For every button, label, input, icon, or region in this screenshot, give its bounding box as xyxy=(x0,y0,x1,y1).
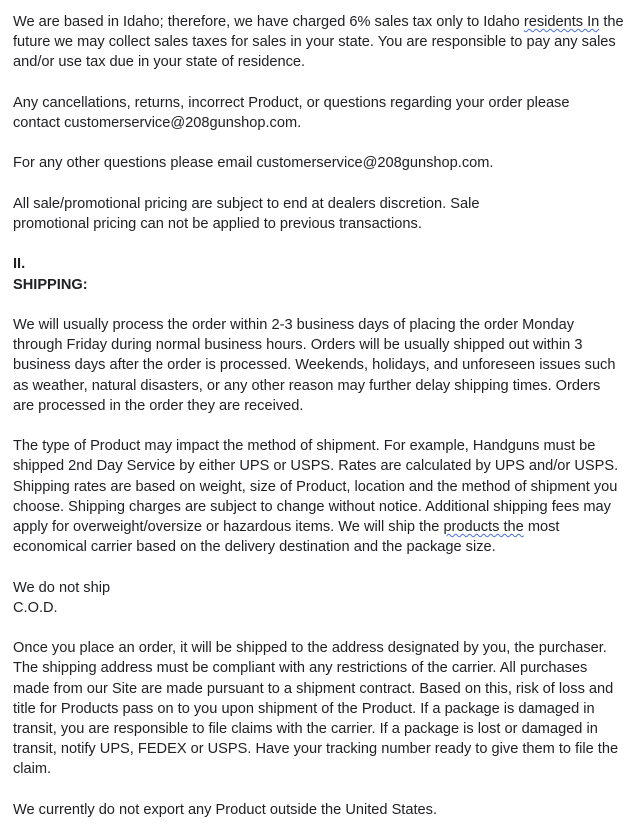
other-questions-paragraph: For any other questions please email customerservice@208gunshop.com. xyxy=(13,155,494,172)
export-paragraph: We currently do not export any Product outside the United States. xyxy=(13,801,437,818)
cod-paragraph: We do not ship C.O.D. xyxy=(13,579,111,616)
section-number: II. xyxy=(13,256,26,273)
cancellations-paragraph: Any cancellations, returns, incorrect Product, or questions regarding your order please contact customerservice@208gunshop.com. xyxy=(13,94,570,131)
promotions-paragraph: All sale/promotional pricing are subject to end at dealers discretion. Sale promotional pricing can not be applied to previous transactions. xyxy=(13,195,480,232)
processing-paragraph: We will usually process the order within 2-3 business days of placing the order Monday through Friday during normal business hours. Orders will be usually shipped out within 3 business days after the order is processed. Weekends, holidays, and unforeseen issues such as weather, natural disasters, or any other reason may further delay shipping times. Orders are processed in the order they are received. xyxy=(13,316,616,414)
sales-tax-paragraph xyxy=(13,12,633,73)
delivery-paragraph: Once you place an order, it will be shipped to the address designated by you, the purchaser. The shipping address must be compliant with any restrictions of the carrier. All purchases made from our Site are made pursuant to a shipment contract. Based on this, risk of loss and title for Products pass on to you upon shipment of the Product. If a package is damaged in transit, you are responsible to file claims with the carrier. If a package is lost or damaged in transit, notify UPS, FEDEX or USPS. Have your tracking number ready to give them to file the claim. xyxy=(13,640,619,778)
shipping-section-heading xyxy=(13,254,633,294)
sales-tax-text-start: We are based in Idaho; therefore, we have charged 6% sales tax only to Idaho xyxy=(13,14,524,30)
spellcheck-flag-products[interactable]: products the xyxy=(443,518,524,535)
shipping-method-paragraph xyxy=(13,436,633,557)
section-title: SHIPPING: xyxy=(13,276,88,293)
sales-tax-text-end: the future we may collect sales taxes for sales in your state. You are responsible to pay any sales and/or use tax due in your state of residence. xyxy=(13,14,624,71)
shipping-method-text-end: most economical carrier based on the delivery destination and the package size. xyxy=(13,518,560,556)
document-body xyxy=(13,12,633,840)
shipping-method-text-start: The type of Product may impact the method of shipment. For example, Handguns must be shipped 2nd Day Service by either UPS or USPS. Rates are calculated by UPS and/or USPS. Shipping rates are based on weight, size of Product, location and the method of shipment you choose. Shipping charges are subject to change without notice. Additional shipping fees may apply for overweight/oversize or hazardous items. We will ship the xyxy=(13,438,619,535)
spellcheck-flag-residents[interactable]: residents In xyxy=(523,14,600,30)
